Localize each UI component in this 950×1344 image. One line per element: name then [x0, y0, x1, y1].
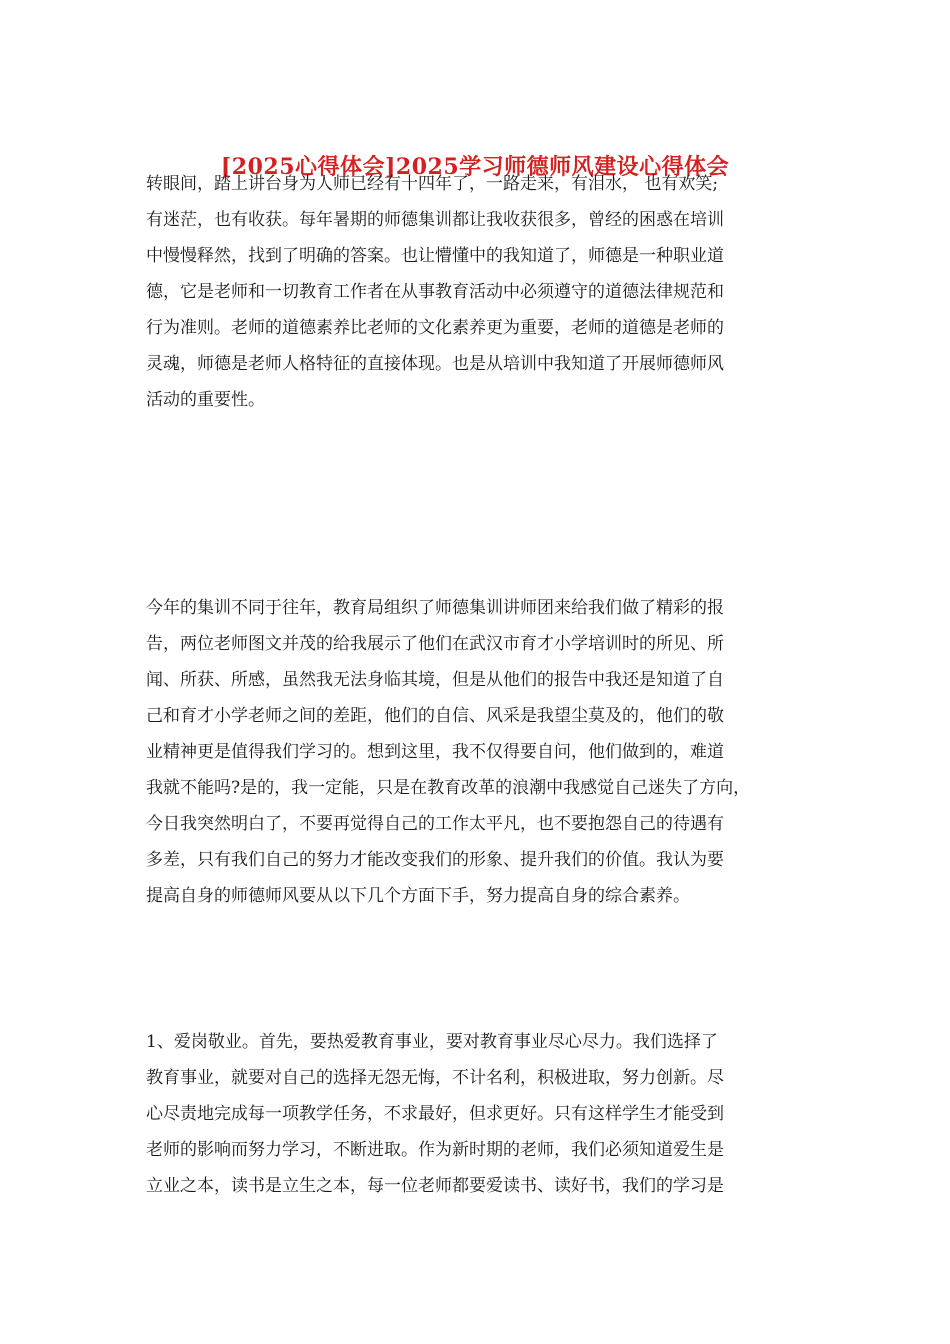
paragraph-love-job [146, 1024, 724, 1204]
document-title: [2025心得体会]2025学习师德师风建设心得体会 [220, 154, 730, 180]
text-line: 1、爱岗敬业。首先，要热爱教育事业，要对教育事业尽心尽力。我们选择了 [146, 1032, 718, 1052]
paragraph-intro [146, 166, 724, 418]
text-line: 提高自身的师德师风要从以下几个方面下手，努力提高自身的综合素养。 [146, 886, 690, 906]
text-line: 告，两位老师图文并茂的给我展示了他们在武汉市育才小学培训时的所见、所 [146, 634, 724, 654]
text-line: 闻、所获、所感，虽然我无法身临其境，但是从他们的报告中我还是知道了自 [146, 670, 724, 690]
text-line: 活动的重要性。 [146, 390, 265, 410]
text-line: 灵魂，师德是老师人格特征的直接体现。也是从培训中我知道了开展师德师风 [146, 354, 724, 374]
text-line: 有迷茫，也有收获。每年暑期的师德集训都让我收获很多，曾经的困惑在培训 [146, 210, 724, 230]
text-line: 今年的集训不同于往年，教育局组织了师德集训讲师团来给我们做了精彩的报 [146, 598, 724, 618]
text-line: 今日我突然明白了，不要再觉得自己的工作太平凡，也不要抱怨自己的待遇有 [146, 814, 724, 834]
text-line: 心尽责地完成每一项教学任务，不求最好，但求更好。只有这样学生才能受到 [146, 1104, 724, 1124]
text-line: 我就不能吗?是的，我一定能，只是在教育改革的浪潮中我感觉自己迷失了方向， [146, 778, 751, 798]
text-line: 中慢慢释然，找到了明确的答案。也让懵懂中的我知道了，师德是一种职业道 [146, 246, 724, 266]
text-line: 行为准则。老师的道德素养比老师的文化素养更为重要，老师的道德是老师的 [146, 318, 724, 338]
text-line: 转眼间，踏上讲台身为人师已经有十四年了，一路走来，有泪水， 也有欢笑; [146, 174, 719, 194]
paragraph-training [146, 590, 750, 914]
text-line: 业精神更是值得我们学习的。想到这里，我不仅得要自问，他们做到的，难道 [146, 742, 724, 762]
text-line: 多差，只有我们自己的努力才能改变我们的形象、提升我们的价值。我认为要 [146, 850, 724, 870]
text-line: 老师的影响而努力学习，不断进取。作为新时期的老师，我们必须知道爱生是 [146, 1140, 724, 1160]
text-line: 己和育才小学老师之间的差距，他们的自信、风采是我望尘莫及的，他们的敬 [146, 706, 724, 726]
text-line: 教育事业，就要对自己的选择无怨无悔，不计名利，积极进取，努力创新。尽 [146, 1068, 724, 1088]
text-line: 立业之本，读书是立生之本，每一位老师都要爱读书、读好书，我们的学习是 [146, 1176, 724, 1196]
text-line: 德，它是老师和一切教育工作者在从事教育活动中必须遵守的道德法律规范和 [146, 282, 724, 302]
